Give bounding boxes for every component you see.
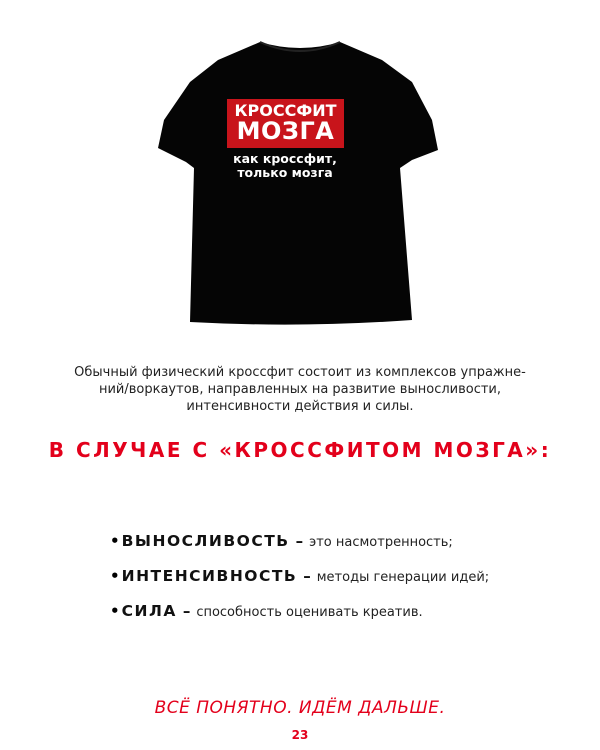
bullet-icon: • [110, 532, 120, 550]
intro-line: интенсивности действия и силы. [186, 399, 414, 414]
bullet-desc: способность оценивать креатив. [196, 605, 423, 620]
list-item [110, 565, 489, 600]
bullet-dash: – [295, 532, 304, 550]
section-heading: В СЛУЧАЕ С «КРОССФИТОМ МОЗГА»: [48, 438, 552, 462]
intro-paragraph [50, 364, 550, 415]
list-item [110, 530, 489, 565]
shirt-tagline-line2: только мозга [237, 165, 333, 180]
bullet-icon: • [110, 602, 120, 620]
shirt-tagline [200, 152, 370, 180]
bullet-dash: – [182, 602, 191, 620]
page-number: 23 [291, 728, 309, 742]
bullet-desc: методы генерации идей; [316, 570, 490, 585]
bullet-term: СИЛА [121, 602, 177, 620]
list-item [110, 600, 489, 635]
bullet-term: ИНТЕНСИВНОСТЬ [121, 567, 298, 585]
shirt-tagline-line1: как кроссфит, [233, 151, 337, 166]
intro-line: ний/воркаутов, направленных на развитие выносливости, [98, 382, 502, 397]
footer-tagline: ВСЁ ПОНЯТНО. ИДЁМ ДАЛЬШЕ. [154, 698, 446, 718]
shirt-logo [227, 99, 344, 148]
bullet-desc: это насмотренность; [309, 535, 453, 550]
shirt-logo-line2: МОЗГА [236, 117, 335, 145]
shirt-logo-line1: КРОССФИТ [234, 101, 337, 120]
bullet-term: ВЫНОСЛИВОСТЬ [121, 532, 290, 550]
bullet-list [110, 530, 489, 635]
bullet-dash: – [303, 567, 311, 585]
bullet-icon: • [110, 567, 120, 585]
intro-line: Обычный физический кроссфит состоит из комплексов упражне- [74, 365, 526, 380]
